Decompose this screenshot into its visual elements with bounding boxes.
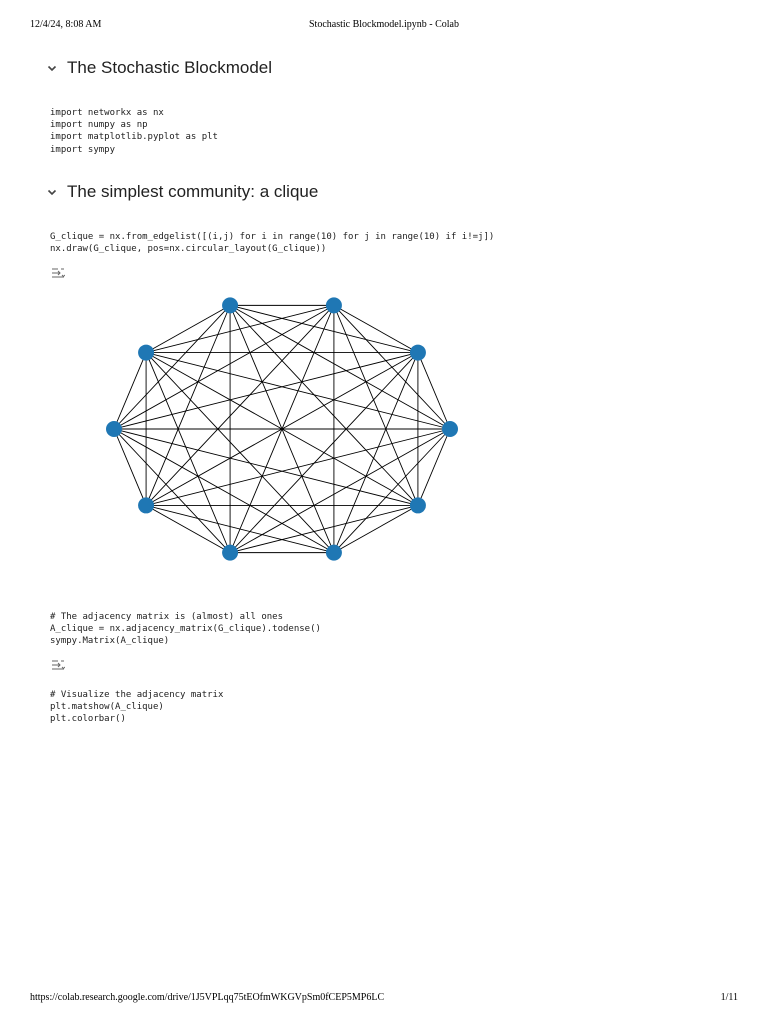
graph-edge — [146, 353, 334, 553]
graph-edge — [146, 505, 230, 552]
graph-edge — [230, 305, 450, 429]
print-datetime: 12/4/24, 8:08 AM — [30, 19, 102, 30]
graph-node — [326, 545, 342, 561]
graph-node — [222, 545, 238, 561]
graph-edge — [146, 305, 230, 352]
code-line: # The adjacency matrix is (almost) all ones — [50, 612, 283, 622]
code-line: A_clique = nx.adjacency_matrix(G_clique).todense() — [50, 624, 321, 635]
graph-edge — [114, 429, 418, 505]
print-header — [30, 19, 738, 33]
code-line: # Visualize the adjacency matrix — [50, 690, 224, 700]
print-url[interactable]: https://colab.research.google.com/drive/1J5VPLqq75tEOfmWKGVpSm0fCEP5MP6LC — [30, 992, 385, 1003]
graph-edge — [146, 505, 334, 552]
graph-node — [410, 345, 426, 361]
graph-node — [222, 297, 238, 313]
output-toggle-icon[interactable] — [51, 267, 65, 279]
graph-node — [138, 345, 154, 361]
graph-edge — [334, 305, 418, 352]
graph-node — [138, 497, 154, 513]
section-title: The Stochastic Blockmodel — [67, 58, 273, 77]
graph-edge — [114, 429, 230, 553]
chevron-down-icon[interactable] — [44, 184, 60, 200]
code-cell-imports[interactable] — [50, 107, 218, 156]
section-title: The simplest community: a clique — [67, 182, 319, 201]
code-line: plt.matshow(A_clique) — [50, 702, 164, 713]
code-line: sympy.Matrix(A_clique) — [50, 636, 170, 647]
graph-edge — [334, 305, 418, 505]
code-line: import matplotlib.pyplot as plt — [50, 132, 218, 143]
graph-edge — [230, 505, 418, 552]
graph-node — [442, 421, 458, 437]
graph-node — [410, 497, 426, 513]
code-line: import networkx as nx — [50, 108, 164, 118]
code-line: import numpy as np — [50, 120, 148, 131]
graph-edge — [334, 353, 418, 553]
section-heading-2[interactable] — [44, 178, 318, 206]
code-line: nx.draw(G_clique, pos=nx.circular_layout(G_clique)) — [50, 244, 327, 255]
code-line: import sympy — [50, 144, 116, 155]
graph-edge — [334, 505, 418, 552]
print-page-number: 1/11 — [720, 992, 738, 1003]
graph-edge — [114, 429, 334, 553]
code-line: plt.colorbar() — [50, 714, 126, 725]
graph-edge — [230, 429, 450, 553]
graph-edge — [114, 353, 146, 429]
code-cell-adjacency[interactable] — [50, 611, 321, 648]
section-heading-1[interactable] — [44, 54, 272, 82]
code-line: G_clique = nx.from_edgelist([(i,j) for i in range(10) for j in range(10) if i!=j]) — [50, 232, 495, 242]
print-footer — [30, 992, 738, 1006]
print-title: Stochastic Blockmodel.ipynb - Colab — [309, 19, 459, 30]
graph-edges — [114, 305, 450, 552]
chevron-down-icon[interactable] — [44, 60, 60, 76]
graph-node — [326, 297, 342, 313]
clique-graph-plot — [100, 284, 464, 574]
graph-edge — [230, 305, 418, 505]
code-cell-matshow[interactable] — [50, 689, 223, 726]
code-cell-draw-clique[interactable] — [50, 231, 494, 255]
graph-edge — [114, 305, 334, 429]
graph-edge — [418, 353, 450, 429]
graph-edge — [146, 353, 230, 553]
output-toggle-icon[interactable] — [51, 659, 65, 671]
graph-edge — [114, 429, 146, 505]
graph-node — [106, 421, 122, 437]
graph-edge — [146, 305, 230, 505]
graph-edge — [418, 429, 450, 505]
